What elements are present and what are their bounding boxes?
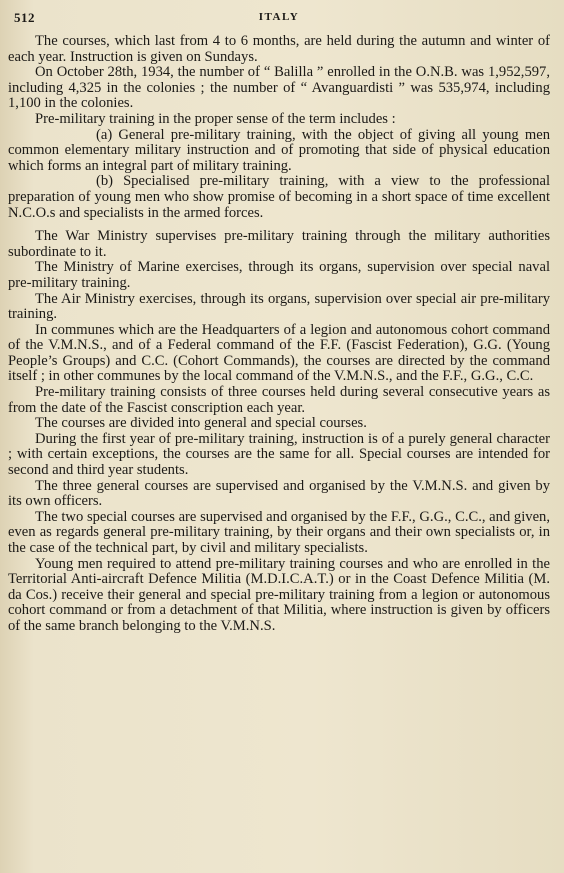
paragraph-communes: In communes which are the Headquarters of a legion and autonomous cohort command of the V.M.N.S., and of a Federal command of the F.F. (Fascist Federation), G.G. (Young People’s Groups) and C.C. (Cohort Commands), the courses are directed by the command itself ; in other communes by the local command of the V.M.N.S., and the F.F., G.G., C.C.: [8, 321, 550, 385]
paragraph-courses-duration: The courses, which last from 4 to 6 months, are held during the autumn and winter of each year. Instruction is given on Sundays.: [8, 33, 550, 65]
list-item-specialised-training: (b) Specialised pre-military training, with a view to the professional preparation of young men who show promise of becoming in a short space of time excellent N.C.O.s and specialists in the armed forces.: [8, 173, 550, 221]
paragraph-general-courses: The three general courses are supervised and organised by the V.M.N.S. and given by its own officers.: [8, 477, 550, 510]
paragraph-premilitary-includes: Pre-military training in the proper sense of the term includes :: [35, 110, 396, 127]
running-head: [8, 8, 550, 34]
body-text: [8, 34, 550, 635]
paragraph-ministry-marine: The Ministry of Marine exercises, through its organs, supervision over special naval pre-military training.: [8, 259, 550, 291]
paragraph-balilla-enrolment: On October 28th, 1934, the number of “ Balilla ” enrolled in the O.N.B. was 1,952,597, including 4,325 in the colonies ; the number of “ Avanguardisti ” was 535,974, including 1,100 in the colonies.: [8, 64, 550, 112]
list-item-general-training: (a) General pre-military training, with the object of giving all young men common elementary military instruction and of promoting that side of physical education which forms an integral part of military training.: [8, 126, 550, 174]
paragraph-general-special: The courses are divided into general and special courses.: [35, 415, 367, 432]
paragraph-militia-training: Young men required to attend pre-military training courses and who are enrolled in the Territorial Anti-aircraft Defence Militia (M.D.I.C.A.T.) or in the Coast Defence Militia (M. da Cos.) receive their general and special pre-military training from a legion or autonomous cohort command or from a detachment of that Militia, where instruction is given by officers of the same branch belonging to the V.M.N.S.: [8, 555, 550, 634]
paragraph-war-ministry: The War Ministry supervises pre-military training through the military authorities subordinate to it.: [8, 228, 550, 260]
paragraph-first-year: During the first year of pre-military training, instruction is of a purely general character ; with certain exceptions, the courses are the same for all. Special courses are intended for second and third year students.: [8, 430, 550, 479]
paragraph-special-courses: The two special courses are supervised and organised by the F.F., G.G., C.C., and given, even as regards general pre-military training, by their organs and their own specialists or, in the case of the technical part, by civil and military specialists.: [8, 508, 550, 556]
running-title: ITALY: [258, 11, 300, 23]
paragraph-air-ministry: The Air Ministry exercises, through its organs, supervision over special air pre-military training.: [8, 290, 550, 323]
paragraph-three-courses: Pre-military training consists of three courses held during several consecutive years as from the date of the Fascist conscription each year.: [8, 384, 550, 416]
page-number: 512: [14, 10, 35, 25]
